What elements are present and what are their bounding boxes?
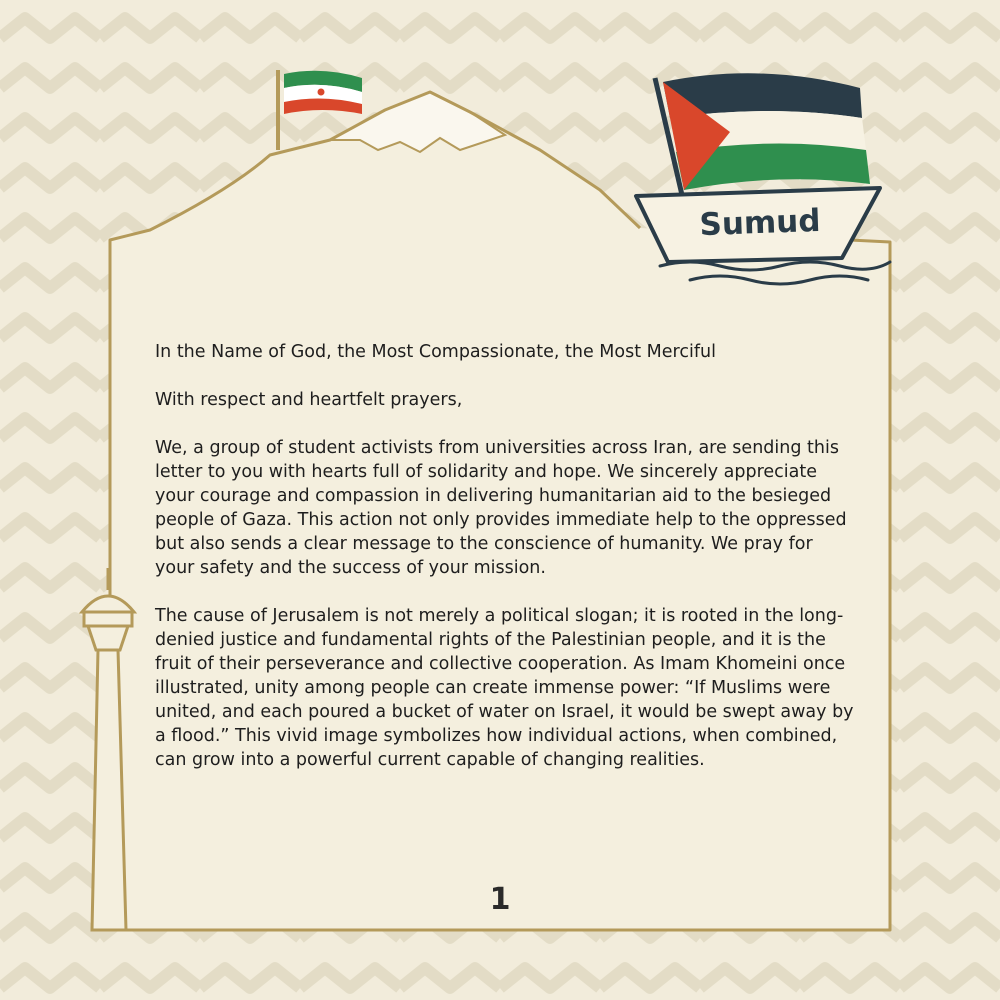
letter-heading: In the Name of God, the Most Compassionate, the Most Merciful bbox=[155, 342, 716, 362]
palestine-flag-icon bbox=[655, 73, 870, 195]
page-number: 1 bbox=[489, 882, 511, 917]
letter-body bbox=[155, 340, 855, 796]
letter-greeting: With respect and heartfelt prayers, bbox=[155, 390, 463, 410]
letter-paragraph-2: The cause of Jerusalem is not merely a political slogan; it is rooted in the long-denied justice and fundamental rights of the Palestinian people, and it is the fruit of their perseverance and collective cooperation. As Imam Khomeini once illustrated, unity among people can create immense power: “If Muslims were united, and each poured a bucket of water on Israel, it would be swept away by a flood.” This vivid image symbolizes how individual actions, when combined, can grow into a powerful current capable of changing realities. bbox=[155, 606, 854, 770]
letter-paragraph-1: We, a group of student activists from universities across Iran, are sending this letter to you with hearts full of solidarity and hope. We sincerely appreciate your courage and compassion in delivering humanitarian aid to the besieged people of Gaza. This action not only provides immediate help to the oppressed but also sends a clear message to the conscience of humanity. We pray for your safety and the success of your mission. bbox=[155, 438, 847, 578]
boat-name-label: Sumud bbox=[698, 202, 822, 244]
